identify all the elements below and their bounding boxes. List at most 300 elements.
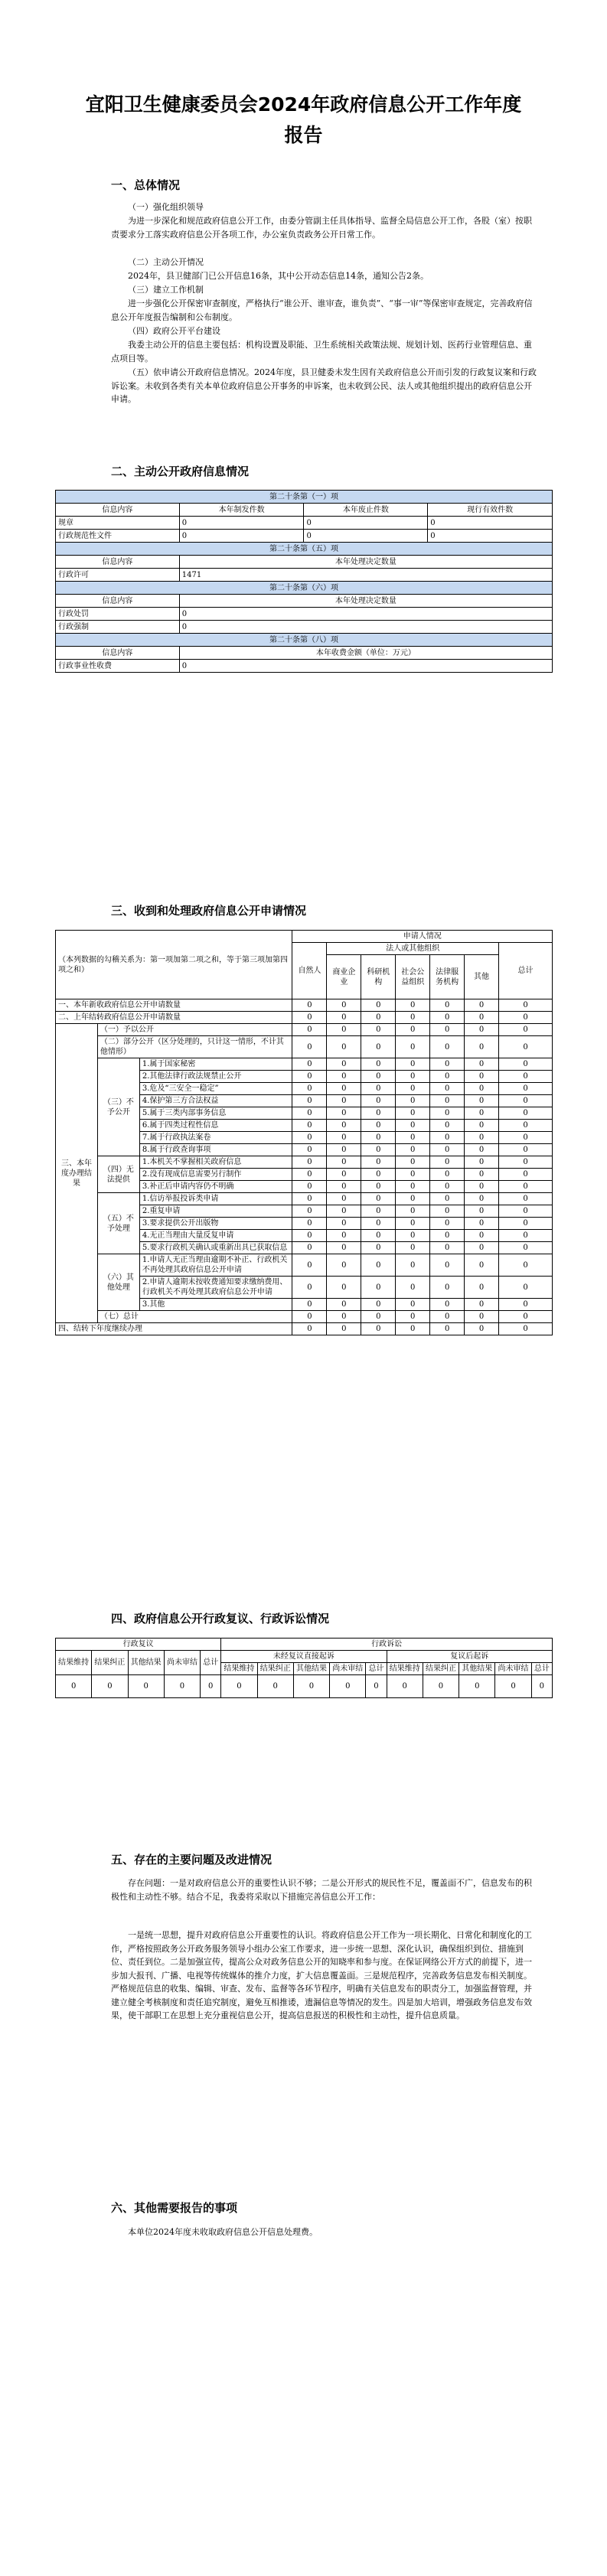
value-cell: 0 bbox=[361, 1193, 396, 1205]
value-cell: 0 bbox=[499, 1323, 553, 1335]
value-cell: 0 bbox=[499, 1230, 553, 1242]
sub-header: 法律服务机构 bbox=[430, 955, 465, 999]
value-cell: 0 bbox=[327, 1058, 361, 1071]
value-cell: 0 bbox=[327, 1095, 361, 1107]
review-header: 行政复议 bbox=[56, 1639, 221, 1651]
value-cell: 0 bbox=[465, 1036, 499, 1058]
table-cell: 0 bbox=[428, 517, 553, 530]
row-label: （一）予以公开 bbox=[97, 1024, 292, 1036]
value-cell: 0 bbox=[292, 1120, 327, 1132]
proactive-disclosure-table bbox=[55, 490, 553, 673]
value-cell: 0 bbox=[430, 1095, 465, 1107]
table-cell: 0 bbox=[179, 530, 304, 543]
value-cell: 0 bbox=[396, 1095, 430, 1107]
value-cell: 0 bbox=[465, 1144, 499, 1156]
value-cell: 0 bbox=[292, 1012, 327, 1024]
value-cell: 0 bbox=[361, 1120, 396, 1132]
value-cell: 0 bbox=[128, 1675, 164, 1698]
value-cell: 0 bbox=[430, 1205, 465, 1218]
value-cell: 0 bbox=[396, 1181, 430, 1193]
row-label: 3.补正后申请内容仍不明确 bbox=[139, 1181, 292, 1193]
value-cell: 0 bbox=[327, 1242, 361, 1254]
value-cell: 0 bbox=[465, 1169, 499, 1181]
report-title-line-1: 宜阳卫生健康委员会2024年政府信息公开工作年度 bbox=[85, 93, 522, 116]
col-header: 其他结果 bbox=[459, 1663, 495, 1675]
value-cell: 0 bbox=[361, 1218, 396, 1230]
value-cell: 0 bbox=[430, 1277, 465, 1299]
value-cell: 0 bbox=[361, 1036, 396, 1058]
value-cell: 0 bbox=[465, 1311, 499, 1323]
value-cell: 0 bbox=[327, 1144, 361, 1156]
value-cell: 0 bbox=[396, 1230, 430, 1242]
value-cell: 0 bbox=[430, 1193, 465, 1205]
row-label: 2.没有现成信息需要另行制作 bbox=[139, 1169, 292, 1181]
value-cell: 0 bbox=[430, 1299, 465, 1311]
sub-header: 社会公益组织 bbox=[396, 955, 430, 999]
col-header: 结果纠正 bbox=[423, 1663, 459, 1675]
value-cell: 0 bbox=[430, 1024, 465, 1036]
row-label: 2.重复申请 bbox=[139, 1205, 292, 1218]
value-cell: 0 bbox=[396, 1024, 430, 1036]
value-cell: 0 bbox=[292, 1058, 327, 1071]
table-cell: 0 bbox=[428, 530, 553, 543]
value-cell: 0 bbox=[327, 1156, 361, 1169]
value-cell: 0 bbox=[499, 1169, 553, 1181]
row-label: 8.属于行政查询事项 bbox=[139, 1144, 292, 1156]
value-cell: 0 bbox=[92, 1675, 128, 1698]
value-cell: 0 bbox=[396, 1132, 430, 1144]
section-1-heading: 一、总体情况 bbox=[111, 178, 181, 192]
section-5-heading: 五、存在的主要问题及改进情况 bbox=[111, 1853, 272, 1867]
value-cell: 0 bbox=[430, 1144, 465, 1156]
col-header: 信息内容 bbox=[56, 595, 180, 608]
value-cell: 0 bbox=[396, 1311, 430, 1323]
value-cell: 0 bbox=[423, 1675, 459, 1698]
s1-p1: （一）强化组织领导 bbox=[128, 202, 204, 212]
value-cell: 0 bbox=[56, 1675, 92, 1698]
col-header: 尚未审结 bbox=[495, 1663, 531, 1675]
value-cell: 0 bbox=[327, 1012, 361, 1024]
value-cell: 0 bbox=[499, 1012, 553, 1024]
value-cell: 0 bbox=[292, 1036, 327, 1058]
value-cell: 0 bbox=[327, 1205, 361, 1218]
value-cell: 0 bbox=[361, 1299, 396, 1311]
col-header: 结果维持 bbox=[387, 1663, 423, 1675]
value-cell: 0 bbox=[430, 1230, 465, 1242]
value-cell: 0 bbox=[465, 1193, 499, 1205]
s1-p8: 我委主动公开的信息主要包括：机构设置及职能、卫生系统相关政策法规、规划计划、医药行业管理信息、重点项目等。 bbox=[111, 340, 532, 364]
row-label: 3.危及“三安全一稳定” bbox=[139, 1083, 292, 1095]
value-cell: 0 bbox=[499, 999, 553, 1012]
value-cell: 0 bbox=[465, 1012, 499, 1024]
row-label: 7.属于行政执法案卷 bbox=[139, 1132, 292, 1144]
value-cell: 0 bbox=[327, 1230, 361, 1242]
value-cell: 0 bbox=[396, 1058, 430, 1071]
table-cell: 行政强制 bbox=[56, 621, 180, 634]
value-cell: 0 bbox=[396, 1071, 430, 1083]
total-header: 总计 bbox=[499, 943, 553, 999]
row-label: 2.其他法律行政法规禁止公开 bbox=[139, 1071, 292, 1083]
value-cell: 0 bbox=[499, 1024, 553, 1036]
value-cell: 0 bbox=[499, 1277, 553, 1299]
table-cell: 行政处罚 bbox=[56, 608, 180, 621]
value-cell: 0 bbox=[292, 1169, 327, 1181]
value-cell: 0 bbox=[327, 1132, 361, 1144]
value-cell: 0 bbox=[465, 1107, 499, 1120]
value-cell: 0 bbox=[465, 999, 499, 1012]
value-cell: 0 bbox=[387, 1675, 423, 1698]
value-cell: 0 bbox=[465, 1277, 499, 1299]
value-cell: 0 bbox=[430, 1083, 465, 1095]
value-cell: 0 bbox=[292, 1218, 327, 1230]
value-cell: 0 bbox=[396, 1169, 430, 1181]
value-cell: 0 bbox=[164, 1675, 200, 1698]
value-cell: 0 bbox=[396, 1218, 430, 1230]
value-cell: 0 bbox=[361, 1144, 396, 1156]
col-header: 结果维持 bbox=[56, 1651, 92, 1675]
value-cell: 0 bbox=[361, 1277, 396, 1299]
value-cell: 0 bbox=[430, 1181, 465, 1193]
value-cell: 0 bbox=[293, 1675, 329, 1698]
table-cell: 行政许可 bbox=[56, 569, 180, 582]
value-cell: 0 bbox=[292, 999, 327, 1012]
table-cell: 1471 bbox=[179, 569, 552, 582]
value-cell: 0 bbox=[361, 1311, 396, 1323]
value-cell: 0 bbox=[499, 1156, 553, 1169]
value-cell: 0 bbox=[366, 1675, 387, 1698]
value-cell: 0 bbox=[499, 1036, 553, 1058]
value-cell: 0 bbox=[327, 999, 361, 1012]
value-cell: 0 bbox=[292, 1277, 327, 1299]
value-cell: 0 bbox=[327, 1024, 361, 1036]
value-cell: 0 bbox=[327, 1323, 361, 1335]
row-label: 1.信访举报投诉类申请 bbox=[139, 1193, 292, 1205]
value-cell: 0 bbox=[499, 1120, 553, 1132]
value-cell: 0 bbox=[430, 1311, 465, 1323]
lawsuit-header: 行政诉讼 bbox=[221, 1639, 553, 1651]
section-6-heading: 六、其他需要报告的事项 bbox=[111, 2201, 238, 2215]
col-header: 本年处理决定数量 bbox=[179, 556, 552, 569]
value-cell: 0 bbox=[361, 1012, 396, 1024]
row-label: （七）总计 bbox=[97, 1311, 292, 1323]
value-cell: 0 bbox=[495, 1675, 531, 1698]
table-cell: 0 bbox=[304, 517, 428, 530]
col-header: 其他结果 bbox=[128, 1651, 164, 1675]
sub-header: 其他 bbox=[465, 955, 499, 999]
value-cell: 0 bbox=[465, 1095, 499, 1107]
applicant-header: 申请人情况 bbox=[292, 931, 553, 943]
value-cell: 0 bbox=[361, 1205, 396, 1218]
value-cell: 0 bbox=[396, 999, 430, 1012]
value-cell: 0 bbox=[465, 1024, 499, 1036]
col-header: 本年废止件数 bbox=[304, 504, 428, 517]
col-header: 信息内容 bbox=[56, 556, 180, 569]
table-corner-note: （本列数据的勾稽关系为：第一项加第二项之和，等于第三项加第四项之和） bbox=[56, 931, 292, 999]
value-cell: 0 bbox=[327, 1120, 361, 1132]
value-cell: 0 bbox=[499, 1058, 553, 1071]
value-cell: 0 bbox=[327, 1193, 361, 1205]
row-label: 4.无正当理由大量反复申请 bbox=[139, 1230, 292, 1242]
no-review-header: 未经复议直接起诉 bbox=[221, 1651, 387, 1663]
value-cell: 0 bbox=[292, 1323, 327, 1335]
group-label: （四）无法提供 bbox=[97, 1156, 139, 1193]
col-header: 信息内容 bbox=[56, 647, 180, 660]
sub-header: 科研机构 bbox=[361, 955, 396, 999]
s1-p9: （五）依申请公开政府信息情况。2024年度，县卫健委未发生因有关政府信息公开而引发的行政复议案和行政诉讼案。未收到各类有关本单位政府信息公开事务的申诉案，也未收到公民、法人或其他组织提出的政府信息公开申请。 bbox=[111, 367, 537, 404]
group-label: （三）不予公开 bbox=[97, 1058, 139, 1156]
value-cell: 0 bbox=[361, 999, 396, 1012]
row-label: （二）部分公开（区分处理的，只计这一情形，不计其他情形） bbox=[97, 1036, 292, 1058]
value-cell: 0 bbox=[327, 1254, 361, 1277]
value-cell: 0 bbox=[292, 1205, 327, 1218]
col-header: 尚未审结 bbox=[164, 1651, 200, 1675]
group-label: （六）其他处理 bbox=[97, 1254, 139, 1311]
value-cell: 0 bbox=[396, 1120, 430, 1132]
band-20-1: 第二十条第（一）项 bbox=[56, 491, 553, 504]
value-cell: 0 bbox=[465, 1181, 499, 1193]
value-cell: 0 bbox=[465, 1242, 499, 1254]
value-cell: 0 bbox=[396, 1012, 430, 1024]
s1-p7: （四）政府公开平台建设 bbox=[128, 326, 220, 336]
value-cell: 0 bbox=[327, 1036, 361, 1058]
value-cell: 0 bbox=[430, 1218, 465, 1230]
table-cell: 0 bbox=[179, 517, 304, 530]
band-20-8: 第二十条第（八）项 bbox=[56, 634, 553, 647]
application-handling-table bbox=[55, 930, 553, 1335]
sub-header: 商业企业 bbox=[327, 955, 361, 999]
value-cell: 0 bbox=[396, 1242, 430, 1254]
s6-p1: 本单位2024年度未收取政府信息公开信息处理费。 bbox=[128, 2227, 318, 2237]
table-cell: 规章 bbox=[56, 517, 180, 530]
value-cell: 0 bbox=[465, 1254, 499, 1277]
col-header: 尚未审结 bbox=[330, 1663, 366, 1675]
value-cell: 0 bbox=[430, 1242, 465, 1254]
value-cell: 0 bbox=[361, 1230, 396, 1242]
value-cell: 0 bbox=[396, 1323, 430, 1335]
row-label: 2.申请人逾期未按收费通知要求缴纳费用、行政机关不再处理其政府信息公开申请 bbox=[139, 1277, 292, 1299]
row-label: 3.要求提供公开出版物 bbox=[139, 1218, 292, 1230]
value-cell: 0 bbox=[361, 1323, 396, 1335]
value-cell: 0 bbox=[465, 1083, 499, 1095]
value-cell: 0 bbox=[499, 1311, 553, 1323]
value-cell: 0 bbox=[499, 1071, 553, 1083]
value-cell: 0 bbox=[430, 1323, 465, 1335]
s1-p5: （三）建立工作机制 bbox=[128, 285, 204, 295]
value-cell: 0 bbox=[327, 1107, 361, 1120]
col-header: 现行有效件数 bbox=[428, 504, 553, 517]
value-cell: 0 bbox=[499, 1205, 553, 1218]
row-label: 5.属于三类内部事务信息 bbox=[139, 1107, 292, 1120]
value-cell: 0 bbox=[292, 1230, 327, 1242]
value-cell: 0 bbox=[430, 1036, 465, 1058]
value-cell: 0 bbox=[499, 1083, 553, 1095]
value-cell: 0 bbox=[459, 1675, 495, 1698]
value-cell: 0 bbox=[465, 1156, 499, 1169]
table-cell: 行政事业性收费 bbox=[56, 660, 180, 673]
value-cell: 0 bbox=[430, 1254, 465, 1277]
value-cell: 0 bbox=[221, 1675, 257, 1698]
value-cell: 0 bbox=[292, 1193, 327, 1205]
value-cell: 0 bbox=[361, 1071, 396, 1083]
value-cell: 0 bbox=[499, 1242, 553, 1254]
value-cell: 0 bbox=[396, 1193, 430, 1205]
table-cell: 0 bbox=[179, 608, 552, 621]
value-cell: 0 bbox=[499, 1095, 553, 1107]
section-4-heading: 四、政府信息公开行政复议、行政诉讼情况 bbox=[111, 1612, 330, 1625]
value-cell: 0 bbox=[292, 1107, 327, 1120]
value-cell: 0 bbox=[257, 1675, 293, 1698]
legal-person-header: 法人或其他组织 bbox=[327, 943, 499, 955]
value-cell: 0 bbox=[396, 1299, 430, 1311]
value-cell: 0 bbox=[327, 1181, 361, 1193]
s5-p2: 一是统一思想，提升对政府信息公开重要性的认识。将政府信息公开工作为一项长期化、日常化和制度化的工作，严格按照政务公开政务服务领导小组办公室工作要求，进一步统一思想、深化认识，确保组织到位、措施到位、责任到位。二是加强宣传，提高公众对政务信息公开的知晓率和参与度。在保证网络公开方式的前提下，进一步加大报刊、广播、电视等传统媒体的推介力度，扩大信息覆盖面。三是规范程序，完善政务信息发布相关制度。严格规范信息的收集、编辑、审查、发布、监督等各环节程序，明确有关信息发布的职责分工，加强监督管理，并建立健全考核制度和责任追究制度，避免互相推诿，遗漏信息等情况的发生。四是加大培训，增强政务信息发布效果，使干部职工在思想上充分重视信息公开，提高信息报送的积极性和主动性，提升信息质量。 bbox=[111, 1930, 532, 2020]
s1-p3: （二）主动公开情况 bbox=[128, 257, 204, 267]
review-lawsuit-table bbox=[55, 1638, 553, 1698]
value-cell: 0 bbox=[465, 1120, 499, 1132]
value-cell: 0 bbox=[396, 1277, 430, 1299]
band-20-5: 第二十条第（五）项 bbox=[56, 543, 553, 556]
row-label: 一、本年新收政府信息公开申请数量 bbox=[56, 999, 292, 1012]
value-cell: 0 bbox=[531, 1675, 552, 1698]
value-cell: 0 bbox=[499, 1181, 553, 1193]
value-cell: 0 bbox=[430, 1169, 465, 1181]
report-title-line-2: 报告 bbox=[284, 124, 323, 146]
value-cell: 0 bbox=[292, 1083, 327, 1095]
value-cell: 0 bbox=[327, 1218, 361, 1230]
col-header: 总计 bbox=[201, 1651, 221, 1675]
value-cell: 0 bbox=[499, 1144, 553, 1156]
value-cell: 0 bbox=[465, 1132, 499, 1144]
value-cell: 0 bbox=[361, 1181, 396, 1193]
col-header: 本年制发件数 bbox=[179, 504, 304, 517]
value-cell: 0 bbox=[430, 1058, 465, 1071]
value-cell: 0 bbox=[499, 1299, 553, 1311]
row-label: 1.申请人无正当理由逾期不补正、行政机关不再处理其政府信息公开申请 bbox=[139, 1254, 292, 1277]
value-cell: 0 bbox=[292, 1254, 327, 1277]
value-cell: 0 bbox=[499, 1254, 553, 1277]
group-label: （五）不予处理 bbox=[97, 1193, 139, 1254]
col-header: 信息内容 bbox=[56, 504, 180, 517]
value-cell: 0 bbox=[499, 1193, 553, 1205]
value-cell: 0 bbox=[465, 1071, 499, 1083]
value-cell: 0 bbox=[361, 1242, 396, 1254]
result-category: 三、本年度办理结果 bbox=[56, 1024, 98, 1323]
col-header: 其他结果 bbox=[293, 1663, 329, 1675]
value-cell: 0 bbox=[292, 1299, 327, 1311]
value-cell: 0 bbox=[465, 1205, 499, 1218]
table-cell: 0 bbox=[179, 660, 552, 673]
col-header: 总计 bbox=[366, 1663, 387, 1675]
value-cell: 0 bbox=[292, 1024, 327, 1036]
value-cell: 0 bbox=[327, 1311, 361, 1323]
value-cell: 0 bbox=[361, 1107, 396, 1120]
value-cell: 0 bbox=[292, 1156, 327, 1169]
value-cell: 0 bbox=[430, 1071, 465, 1083]
table-cell: 0 bbox=[304, 530, 428, 543]
value-cell: 0 bbox=[396, 1036, 430, 1058]
s1-p4: 2024年，县卫健部门已公开信息16条，其中公开动态信息14条，通知公告2条。 bbox=[128, 271, 429, 281]
s1-p6: 进一步强化公开保密审查制度，严格执行“谁公开、谁审查，谁负责”、“事一审”等保密审查规定，完善政府信息公开年度报告编制和公布制度。 bbox=[111, 298, 533, 322]
value-cell: 0 bbox=[465, 1299, 499, 1311]
s5-p1: 存在问题：一是对政府信息公开的重要性认识不够；二是公开形式的规民性不足，覆盖面不广，信息发布的积极性和主动性不够。结合不足，我委将采取以下措施完善信息公开工作： bbox=[111, 1878, 532, 1902]
value-cell: 0 bbox=[327, 1083, 361, 1095]
value-cell: 0 bbox=[327, 1071, 361, 1083]
value-cell: 0 bbox=[430, 1107, 465, 1120]
value-cell: 0 bbox=[430, 999, 465, 1012]
value-cell: 0 bbox=[396, 1205, 430, 1218]
value-cell: 0 bbox=[327, 1277, 361, 1299]
value-cell: 0 bbox=[292, 1311, 327, 1323]
section-2-heading: 二、主动公开政府信息情况 bbox=[111, 465, 250, 478]
col-header: 总计 bbox=[531, 1663, 552, 1675]
row-label: 4.保护第三方合法权益 bbox=[139, 1095, 292, 1107]
table-cell: 行政规范性文件 bbox=[56, 530, 180, 543]
value-cell: 0 bbox=[361, 1024, 396, 1036]
value-cell: 0 bbox=[330, 1675, 366, 1698]
value-cell: 0 bbox=[430, 1132, 465, 1144]
natural-person-header: 自然人 bbox=[292, 943, 327, 999]
col-header: 本年处理决定数量 bbox=[179, 595, 552, 608]
value-cell: 0 bbox=[465, 1323, 499, 1335]
value-cell: 0 bbox=[292, 1095, 327, 1107]
row-label: 四、结转下年度继续办理 bbox=[56, 1323, 292, 1335]
value-cell: 0 bbox=[361, 1254, 396, 1277]
col-header: 结果纠正 bbox=[92, 1651, 128, 1675]
col-header: 结果维持 bbox=[221, 1663, 257, 1675]
value-cell: 0 bbox=[396, 1254, 430, 1277]
value-cell: 0 bbox=[361, 1156, 396, 1169]
row-label: 6.属于四类过程性信息 bbox=[139, 1120, 292, 1132]
col-header: 结果纠正 bbox=[257, 1663, 293, 1675]
row-label: 二、上年结转政府信息公开申请数量 bbox=[56, 1012, 292, 1024]
row-label: 3.其他 bbox=[139, 1299, 292, 1311]
value-cell: 0 bbox=[361, 1169, 396, 1181]
value-cell: 0 bbox=[292, 1071, 327, 1083]
value-cell: 0 bbox=[396, 1083, 430, 1095]
value-cell: 0 bbox=[430, 1156, 465, 1169]
value-cell: 0 bbox=[465, 1230, 499, 1242]
value-cell: 0 bbox=[361, 1083, 396, 1095]
after-review-header: 复议后起诉 bbox=[387, 1651, 552, 1663]
value-cell: 0 bbox=[465, 1058, 499, 1071]
row-label: 1.属于国家秘密 bbox=[139, 1058, 292, 1071]
value-cell: 0 bbox=[201, 1675, 221, 1698]
value-cell: 0 bbox=[327, 1299, 361, 1311]
band-20-6: 第二十条第（六）项 bbox=[56, 582, 553, 595]
value-cell: 0 bbox=[292, 1132, 327, 1144]
row-label: 5.要求行政机关确认或重新出具已获取信息 bbox=[139, 1242, 292, 1254]
value-cell: 0 bbox=[396, 1107, 430, 1120]
value-cell: 0 bbox=[499, 1218, 553, 1230]
value-cell: 0 bbox=[292, 1144, 327, 1156]
col-header: 本年收费金额（单位：万元） bbox=[179, 647, 552, 660]
value-cell: 0 bbox=[465, 1218, 499, 1230]
value-cell: 0 bbox=[361, 1095, 396, 1107]
table-cell: 0 bbox=[179, 621, 552, 634]
value-cell: 0 bbox=[292, 1181, 327, 1193]
value-cell: 0 bbox=[499, 1132, 553, 1144]
value-cell: 0 bbox=[396, 1144, 430, 1156]
s1-p2: 为进一步深化和规范政府信息公开工作，由委分管副主任具体指导、监督全局信息公开工作，各股（室）按职责要求分工落实政府信息公开各项工作，办公室负责政务公开日常工作。 bbox=[111, 216, 532, 240]
value-cell: 0 bbox=[361, 1058, 396, 1071]
value-cell: 0 bbox=[327, 1169, 361, 1181]
value-cell: 0 bbox=[499, 1107, 553, 1120]
value-cell: 0 bbox=[292, 1242, 327, 1254]
value-cell: 0 bbox=[361, 1132, 396, 1144]
section-3-heading: 三、收到和处理政府信息公开申请情况 bbox=[111, 904, 307, 918]
value-cell: 0 bbox=[430, 1012, 465, 1024]
row-label: 1.本机关不掌握相关政府信息 bbox=[139, 1156, 292, 1169]
